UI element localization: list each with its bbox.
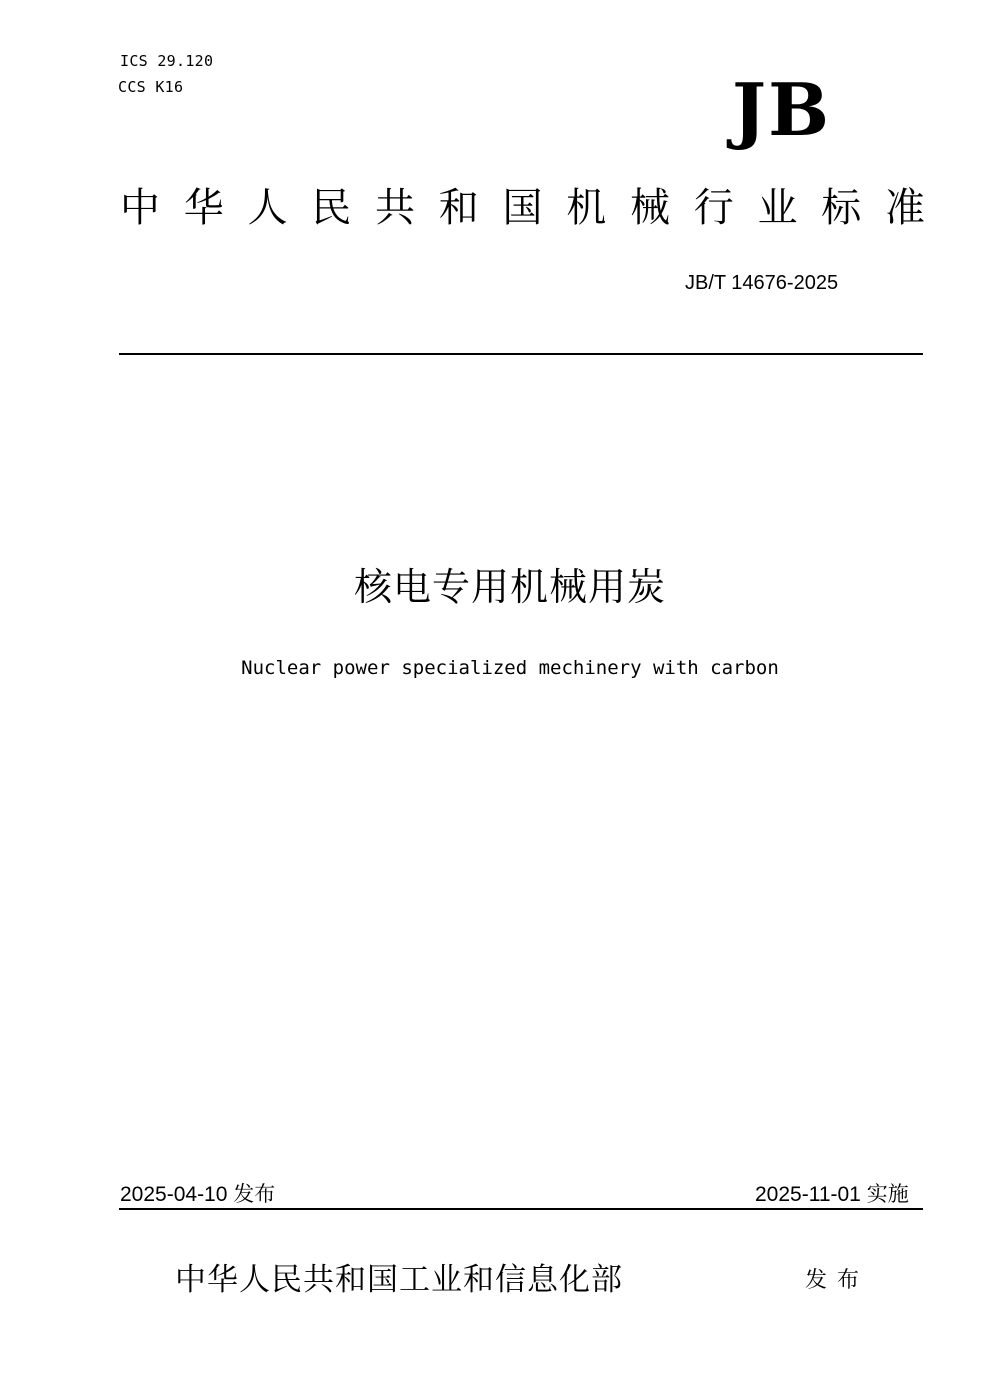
issuing-authority: 中华人民共和国工业和信息化部 [175,1262,623,1298]
standard-type-char: 国 [502,185,543,231]
implement-date: 2025-11-01 实施 [755,1183,909,1206]
standard-type-char: 械 [630,185,670,231]
issue-action: 发布 [805,1268,870,1293]
standard-type-char: 共 [375,185,415,231]
standard-number: JB/T 14676-2025 [685,272,839,294]
standard-type-char: 机 [566,185,607,231]
publish-date: 2025-04-10 发布 [120,1183,276,1206]
document-title-chinese: 核电专用机械用炭 [353,565,666,609]
footer-divider [119,1208,923,1210]
standard-type-char: 和 [438,185,479,231]
standard-type-char: 业 [757,185,798,231]
standard-type-char: 准 [885,185,925,231]
standard-type-char: 华 [183,185,224,231]
standard-type-char: 行 [693,185,734,231]
header-divider [119,353,923,355]
standard-type-char: 标 [821,185,862,231]
standard-type-title [120,182,925,234]
standard-type-char: 人 [247,185,288,231]
ics-code: ICS 29.120 [120,52,214,70]
document-title-english: Nuclear power specialized mechinery with carbon [241,657,779,679]
jb-logo: JB [732,67,831,152]
ccs-code: CCS K16 [118,78,184,96]
standard-type-char: 民 [311,185,352,231]
standard-type-char: 中 [120,185,160,231]
